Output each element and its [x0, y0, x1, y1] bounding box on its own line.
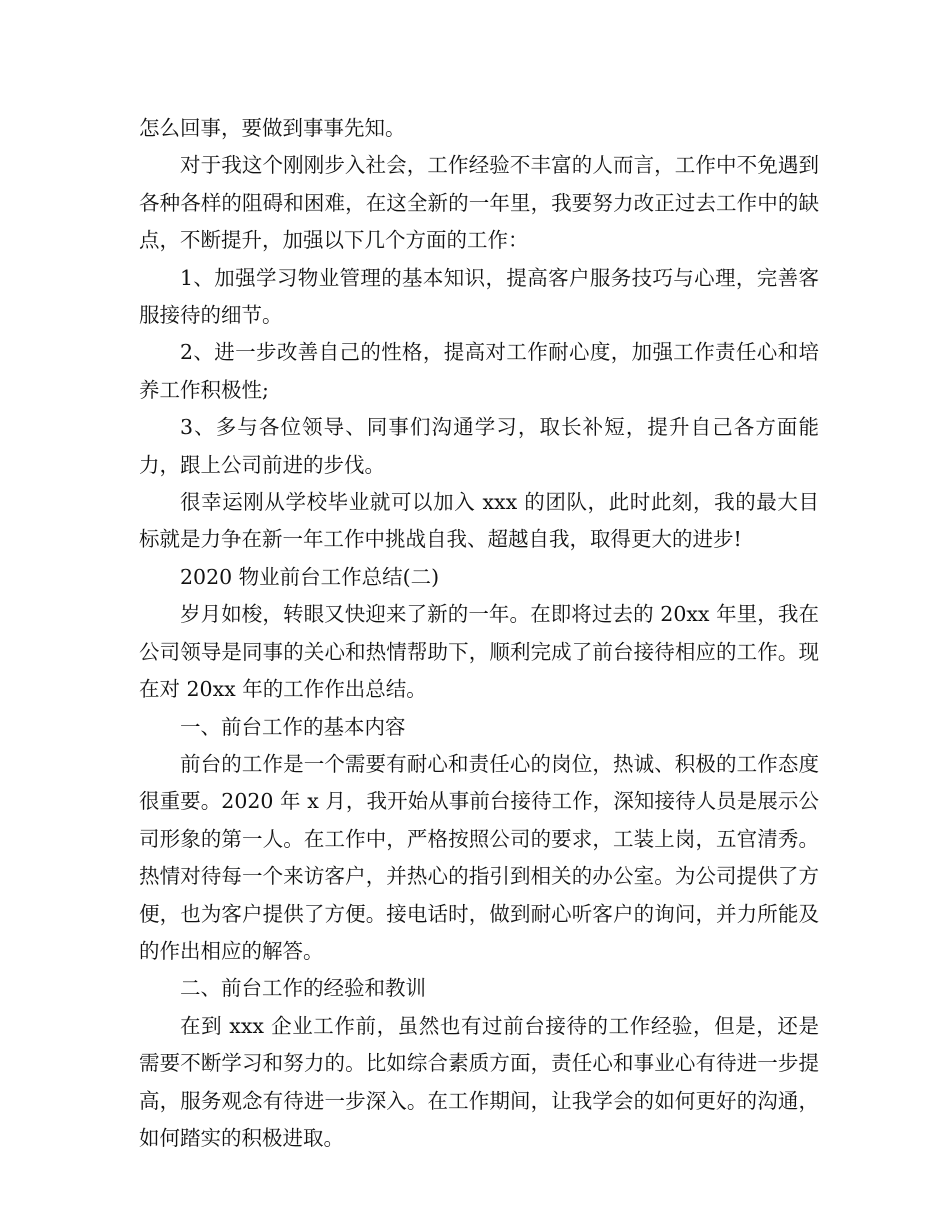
paragraph-basic-content: 前台的工作是一个需要有耐心和责任心的岗位，热诚、积极的工作态度很重要。2020 年 x 月，我开始从事前台接待工作，深知接待人员是展示公司形象的第一人。在工作中，严格按照公司的要求，工装上岗，五官清秀。热情对待每一个来访客户，并热心的指引到相关的办公室。为公司提供了方便，也为客户提供了方便。接电话时，做到耐心听客户的询问，并力所能及的作出相应的解答。 — [139, 751, 819, 963]
paragraph-item-1: 1、加强学习物业管理的基本知识，提高客户服务技巧与心理，完善客服接待的细节。 — [139, 265, 819, 328]
paragraph-goal: 很幸运刚从学校毕业就可以加入 xxx 的团队，此时此刻，我的最大目标就是力争在新一年工作中挑战自我、超越自我，取得更大的进步! — [139, 490, 819, 552]
document-body — [139, 110, 819, 1157]
paragraph-continuation: 怎么回事，要做到事事先知。 — [139, 116, 406, 140]
heading-experience: 二、前台工作的经验和教训 — [180, 976, 426, 1001]
paragraph-experience: 在到 xxx 企业工作前，虽然也有过前台接待的工作经验，但是，还是需要不断学习和努力的。比如综合素质方面，责任心和事业心有待进一步提高，服务观念有待进一步深入。在工作期间，让我学会的如何更好的沟通，如何踏实的积极进取。 — [139, 1013, 819, 1150]
paragraph-opening: 岁月如梭，转眼又快迎来了新的一年。在即将过去的 20xx 年里，我在公司领导是同事的关心和热情帮助下，顺利完成了前台接待相应的工作。现在对 20xx 年的工作作出总结。 — [139, 602, 819, 702]
paragraph-item-3: 3、多与各位领导、同事们沟通学习，取长补短，提升自己各方面能力，跟上公司前进的步伐。 — [139, 415, 819, 477]
paragraph-intro: 对于我这个刚刚步入社会，工作经验不丰富的人而言，工作中不免遇到各种各样的阻碍和困难，在这全新的一年里，我要努力改正过去工作中的缺点，不断提升，加强以下几个方面的工作： — [139, 153, 819, 253]
paragraph-item-2: 2、进一步改善自己的性格，提高对工作耐心度，加强工作责任心和培养工作积极性; — [139, 340, 819, 402]
section-title: 2020 物业前台工作总结(二) — [180, 564, 440, 589]
heading-basic-content: 一、前台工作的基本内容 — [180, 714, 406, 739]
